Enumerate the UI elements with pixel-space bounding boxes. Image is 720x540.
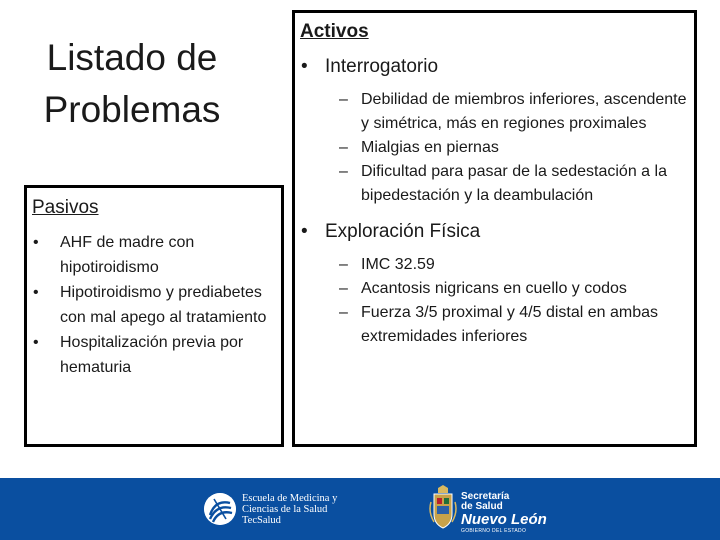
pasivos-item-text: Hospitalización previa por hematuria — [60, 334, 244, 376]
dash-icon: – — [339, 256, 348, 273]
bullet-icon: • — [33, 284, 39, 301]
interrogatorio-item-text: Dificultad para pasar de la sedestación a la bipedestación y la deambulación — [361, 163, 667, 204]
nuevo-leon-logo — [428, 484, 547, 536]
nuevo-leon-seal-icon — [428, 484, 458, 532]
dash-icon: – — [339, 163, 348, 180]
escuela-line2: Ciencias de la Salud — [242, 504, 328, 515]
exploracion-item-text: IMC 32.59 — [361, 256, 435, 273]
section-label-exploracion: Exploración Física — [325, 221, 481, 242]
list-item — [339, 301, 693, 349]
nl-line4: GOBIERNO DEL ESTADO — [461, 528, 527, 534]
list-item — [32, 280, 276, 330]
bullet-icon: • — [301, 221, 308, 242]
pasivos-item-text: Hipotiroidismo y prediabetes con mal apego al tratamiento — [60, 284, 267, 326]
bullet-icon: • — [33, 334, 39, 351]
bullet-icon: • — [33, 234, 39, 251]
list-item — [301, 53, 693, 208]
activos-list — [301, 53, 693, 349]
interrogatorio-list — [325, 88, 693, 208]
list-item — [339, 160, 693, 208]
pasivos-heading: Pasivos — [32, 197, 99, 218]
interrogatorio-item-text: Debilidad de miembros inferiores, ascendente y simétrica, más en regiones proximales — [361, 91, 687, 132]
exploracion-item-text: Acantosis nigricans en cuello y codos — [361, 280, 627, 297]
activos-heading: Activos — [300, 21, 369, 42]
slide-title: Listado de Problemas — [43, 37, 221, 130]
list-item — [339, 136, 693, 160]
nl-line1: Secretaría — [461, 491, 510, 502]
nl-line3: Nuevo León — [461, 511, 547, 528]
dash-icon: – — [339, 280, 348, 297]
pasivos-list — [32, 230, 276, 380]
escuela-line3: TecSalud — [242, 515, 281, 526]
nl-line2: de Salud — [461, 501, 503, 512]
footer-bar — [0, 478, 720, 540]
pasivos-item-text: AHF de madre con hipotiroidismo — [60, 234, 195, 276]
exploracion-list — [325, 253, 693, 349]
list-item — [339, 88, 693, 136]
dash-icon: – — [339, 304, 348, 321]
nuevo-leon-text — [461, 492, 547, 534]
section-label-interrogatorio: Interrogatorio — [325, 56, 439, 77]
bullet-icon: • — [301, 56, 308, 77]
dash-icon: – — [339, 139, 348, 156]
tecsalud-emblem-icon — [204, 493, 236, 525]
list-item — [339, 277, 693, 301]
dash-icon: – — [339, 91, 348, 108]
list-item — [339, 253, 693, 277]
list-item — [32, 330, 276, 380]
escuela-medicina-logo — [204, 492, 354, 528]
list-item — [301, 218, 693, 349]
activos-panel — [292, 10, 697, 447]
pasivos-panel — [24, 185, 284, 447]
exploracion-item-text: Fuerza 3/5 proximal y 4/5 distal en ambas extremidades inferiores — [361, 304, 659, 345]
escuela-logo-text — [242, 493, 337, 526]
interrogatorio-item-text: Mialgias en piernas — [361, 139, 499, 156]
list-item — [32, 230, 276, 280]
escuela-line1: Escuela de Medicina y — [242, 493, 338, 504]
